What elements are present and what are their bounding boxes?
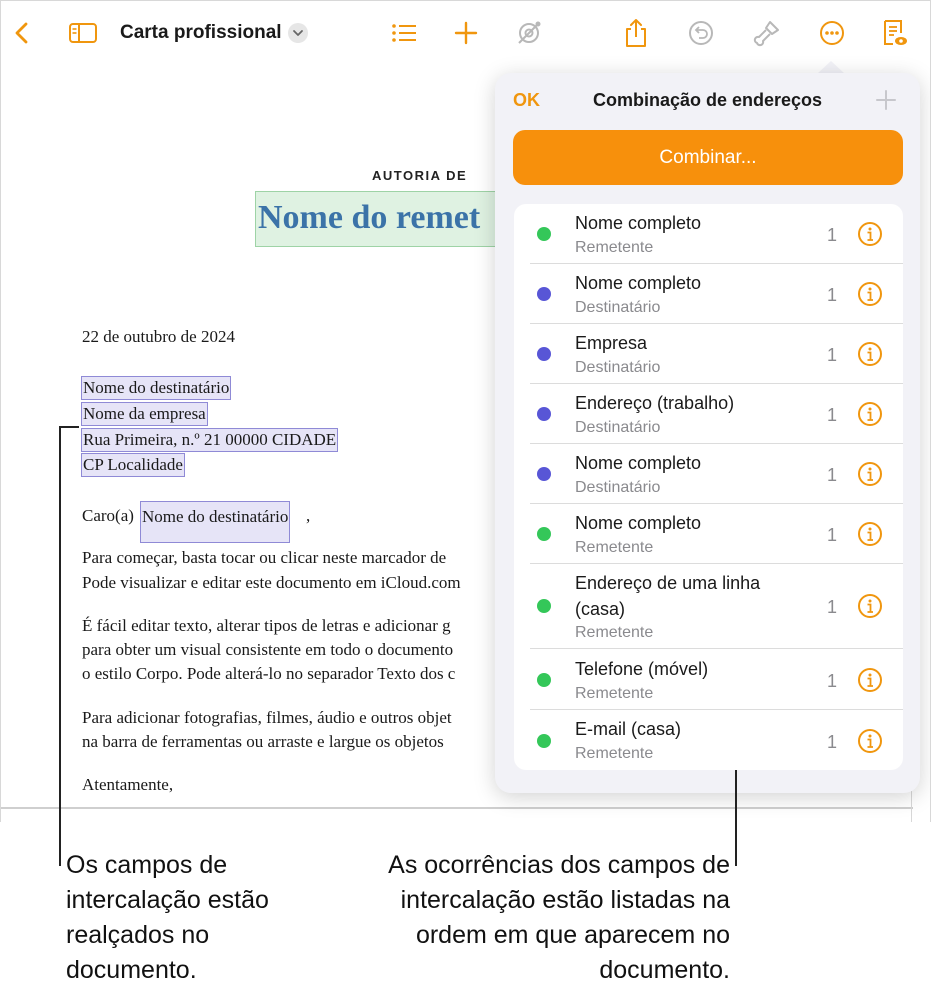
add-field-button[interactable] xyxy=(875,89,897,116)
share-icon xyxy=(623,18,649,48)
field-source: Destinatário xyxy=(575,419,661,436)
format-button[interactable] xyxy=(750,16,784,50)
insert-button[interactable] xyxy=(449,16,483,50)
paragraph-line: É fácil editar texto, alterar tipos de letras e adicionar g xyxy=(82,616,451,635)
info-icon[interactable] xyxy=(857,401,883,427)
field-label: E-mail (casa) xyxy=(575,719,682,739)
list-item[interactable] xyxy=(514,649,903,710)
info-icon[interactable] xyxy=(857,341,883,367)
recipient-name-merge-field[interactable]: Nome do destinatário xyxy=(81,376,231,400)
info-icon[interactable] xyxy=(857,461,883,487)
field-source: Remetente xyxy=(575,624,654,641)
field-status-dot xyxy=(537,527,551,541)
share-button[interactable] xyxy=(619,16,653,50)
paragraph-line: para obter um visual consistente em todo o documento xyxy=(82,640,454,659)
list-item[interactable] xyxy=(514,444,903,504)
right-callout-caption: As ocorrências dos campos de intercalação estão listadas na ordem em que aparecem no documento. xyxy=(388,851,730,984)
list-item[interactable] xyxy=(514,204,903,264)
field-label: Telefone (móvel) xyxy=(575,659,709,679)
field-status-dot xyxy=(537,407,551,421)
info-icon[interactable] xyxy=(857,281,883,307)
title-menu-button[interactable] xyxy=(288,23,308,43)
sidebar-toggle-button[interactable] xyxy=(66,16,100,50)
list-item[interactable] xyxy=(514,504,903,564)
collaborate-button[interactable] xyxy=(512,16,546,50)
field-count: 1 xyxy=(827,732,838,752)
field-source: Remetente xyxy=(575,745,654,762)
paragraph-line: o estilo Corpo. Pode alterá-lo no separador Texto dos c xyxy=(82,664,456,683)
field-count: 1 xyxy=(827,285,838,305)
field-source: Remetente xyxy=(575,685,654,702)
field-label: Nome completo xyxy=(575,453,702,473)
device-edge xyxy=(911,791,912,822)
merge-field-list xyxy=(514,204,903,770)
document-title[interactable]: Carta profissional xyxy=(120,22,282,43)
toolbar xyxy=(1,1,931,67)
back-button[interactable] xyxy=(5,16,39,50)
field-status-dot xyxy=(537,227,551,241)
field-label: Nome completo xyxy=(575,213,702,233)
field-count: 1 xyxy=(827,405,838,425)
field-label: Empresa xyxy=(575,333,648,353)
chevron-down-icon xyxy=(292,29,304,37)
field-count: 1 xyxy=(827,465,838,485)
list-item[interactable] xyxy=(514,384,903,444)
info-icon[interactable] xyxy=(857,221,883,247)
merge-button[interactable]: Combinar... xyxy=(513,130,903,185)
document-view-icon xyxy=(880,18,908,48)
field-count: 1 xyxy=(827,525,838,545)
letter-date: 22 de outubro de 2024 xyxy=(82,327,235,346)
sender-name-merge-field[interactable]: Nome do remet xyxy=(255,191,615,247)
outline-button[interactable] xyxy=(387,16,421,50)
paragraph-line: na barra de ferramentas ou arraste e largue os objetos xyxy=(82,732,444,751)
more-icon xyxy=(818,19,846,47)
mail-merge-popover xyxy=(495,73,920,793)
field-label: Nome completo xyxy=(575,513,702,533)
plus-icon xyxy=(454,21,478,45)
sidebar-icon xyxy=(68,21,98,45)
field-status-dot xyxy=(537,734,551,748)
info-icon[interactable] xyxy=(857,521,883,547)
left-callout-tick xyxy=(59,426,79,428)
list-item[interactable] xyxy=(514,710,903,770)
paintbrush-icon xyxy=(753,19,781,47)
authored-by-label: AUTORIA DE xyxy=(372,168,468,183)
field-status-dot xyxy=(537,599,551,613)
city-merge-field[interactable]: CP Localidade xyxy=(81,453,185,477)
field-count: 1 xyxy=(827,597,838,617)
undo-button[interactable] xyxy=(684,16,718,50)
paragraph-line: Pode visualizar e editar este documento em iCloud.com xyxy=(82,573,461,592)
field-count: 1 xyxy=(827,225,838,245)
ok-button[interactable]: OK xyxy=(513,90,540,110)
paragraph-line: Para começar, basta tocar ou clicar neste marcador de xyxy=(82,548,447,567)
list-item[interactable] xyxy=(514,264,903,324)
left-callout-caption: Os campos de intercalação estão realçados no documento. xyxy=(66,851,269,984)
paragraph-line: Para adicionar fotografias, filmes, áudio e outros objet xyxy=(82,708,452,727)
list-item[interactable] xyxy=(514,324,903,384)
list-item[interactable] xyxy=(514,564,903,649)
undo-icon xyxy=(687,19,715,47)
company-name-merge-field[interactable]: Nome da empresa xyxy=(81,402,208,426)
field-status-dot xyxy=(537,467,551,481)
chevron-left-icon xyxy=(11,21,33,45)
field-source: Remetente xyxy=(575,239,654,256)
street-address-merge-field[interactable]: Rua Primeira, n.º 21 00000 CIDADE xyxy=(81,428,338,452)
field-status-dot xyxy=(537,287,551,301)
info-icon[interactable] xyxy=(857,593,883,619)
page-divider xyxy=(1,807,913,809)
field-label: Endereço (trabalho) xyxy=(575,393,735,413)
popover-title: Combinação de endereços xyxy=(592,90,823,110)
left-callout-line xyxy=(59,426,61,866)
field-source: Destinatário xyxy=(575,479,661,496)
info-icon[interactable] xyxy=(857,667,883,693)
field-status-dot xyxy=(537,347,551,361)
salutation-text: Caro(a) xyxy=(82,506,134,525)
field-count: 1 xyxy=(827,345,838,365)
field-label: Nome completo xyxy=(575,273,702,293)
closing-text: Atentamente, xyxy=(82,775,174,794)
salutation-comma: , xyxy=(306,506,311,525)
salutation-name-merge-field[interactable]: Nome do destinatário xyxy=(140,501,290,543)
field-source: Destinatário xyxy=(575,299,661,316)
collaboration-icon xyxy=(515,19,543,47)
more-button[interactable] xyxy=(815,16,849,50)
plus-icon xyxy=(875,89,897,111)
info-icon[interactable] xyxy=(857,728,883,754)
right-callout-line xyxy=(735,770,737,866)
list-icon xyxy=(390,21,418,45)
field-count: 1 xyxy=(827,671,838,691)
field-status-dot xyxy=(537,673,551,687)
field-source: Remetente xyxy=(575,539,654,556)
reading-view-button[interactable] xyxy=(877,16,911,50)
field-label: Endereço de uma linha (casa) xyxy=(575,573,761,619)
field-source: Destinatário xyxy=(575,359,661,376)
